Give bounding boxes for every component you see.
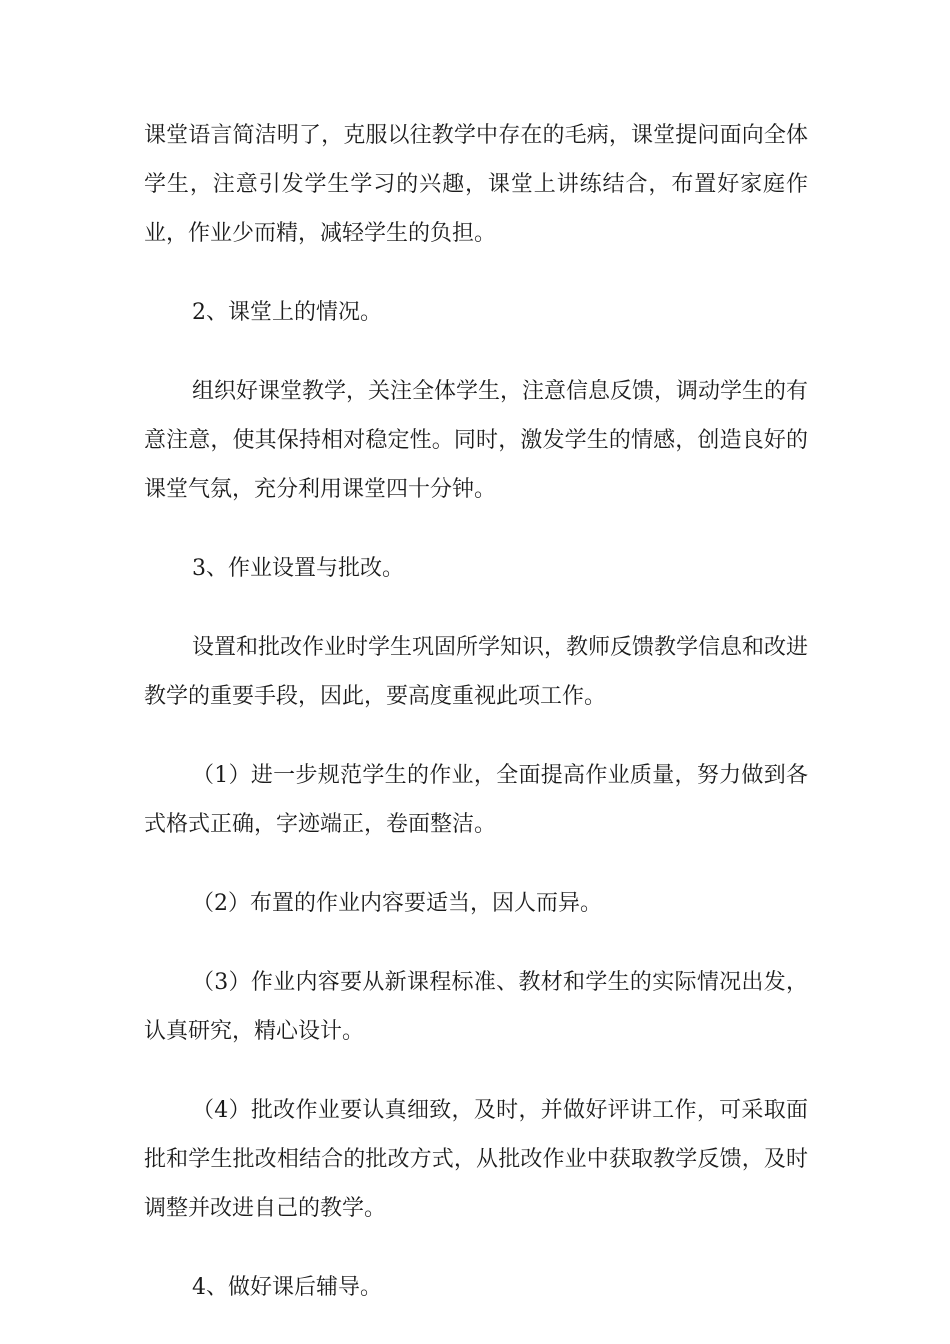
- paragraph-organize-teaching: 组织好课堂教学，关注全体学生，注意信息反馈，调动学生的有意注意，使其保持相对稳定性。同时，激发学生的情感，创造良好的课堂气氛，充分利用课堂四十分钟。: [144, 379, 809, 502]
- heading-classroom-situation: 2、课堂上的情况。: [192, 300, 382, 325]
- list-item-homework-3: （3）作业内容要从新课程标准、教材和学生的实际情况出发，认真研究，精心设计。: [144, 970, 808, 1044]
- list-item-homework-4: （4）批改作业要认真细致，及时，并做好评讲工作，可采取面批和学生批改相结合的批改方式，从批改作业中获取教学反馈，及时调整并改进自己的教学。: [144, 1098, 808, 1221]
- paragraph-classroom-language: 课堂语言简洁明了，克服以往教学中存在的毛病，课堂提问面向全体学生，注意引发学生学习的兴趣，课堂上讲练结合，布置好家庭作业，作业少而精，减轻学生的负担。: [144, 123, 808, 246]
- paragraph-homework-importance: 设置和批改作业时学生巩固所学知识，教师反馈教学信息和改进教学的重要手段，因此，要高度重视此项工作。: [144, 635, 809, 709]
- list-item-homework-2: （2）布置的作业内容要适当，因人而异。: [192, 891, 602, 916]
- heading-homework-setting: 3、作业设置与批改。: [192, 556, 404, 581]
- list-item-homework-1: （1）进一步规范学生的作业，全面提高作业质量，努力做到各式格式正确，字迹端正，卷面整洁。: [144, 763, 808, 837]
- heading-after-class-tutoring: 4、做好课后辅导。: [192, 1275, 382, 1300]
- document-body: [144, 111, 808, 1312]
